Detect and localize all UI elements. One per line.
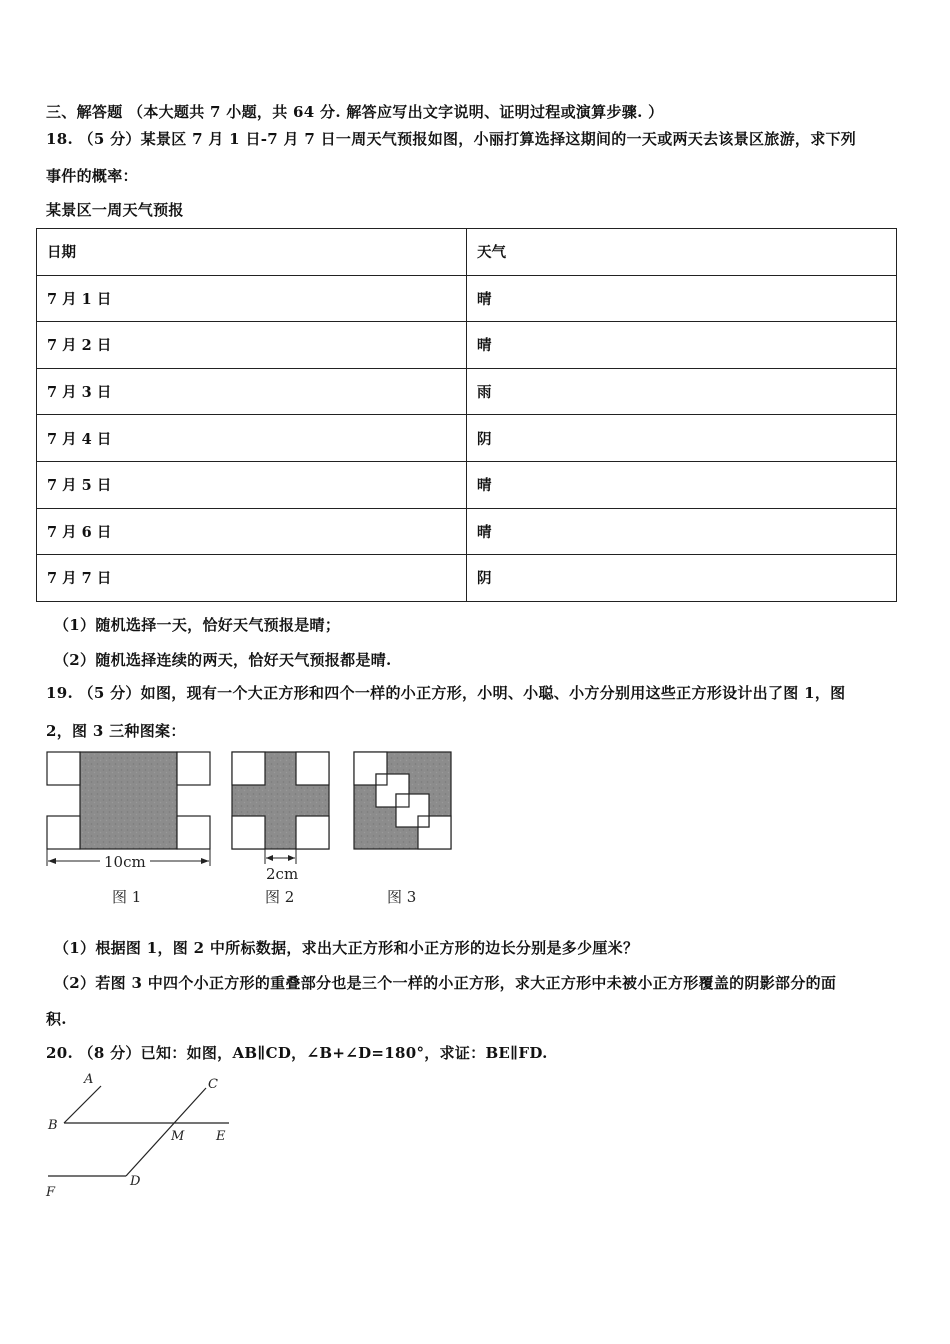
header-weather: 天气 xyxy=(467,229,897,276)
cell-weather: 晴 xyxy=(467,461,897,508)
cell-weather: 晴 xyxy=(467,508,897,555)
point-label-f: F xyxy=(46,1185,56,1200)
cell-weather: 晴 xyxy=(467,275,897,322)
q18-text-line1: 18. （5 分）某景区 7 月 1 日-7 月 7 日一周天气预报如图，小丽打算选择这期间的一天或两天去该景区旅游，求下列 xyxy=(46,130,857,148)
point-label-d: D xyxy=(130,1174,141,1189)
point-label-m: M xyxy=(171,1129,185,1144)
q18-part2: （2）随机选择连续的两天，恰好天气预报都是晴. xyxy=(54,651,392,669)
q19-part1: （1）根据图 1，图 2 中所标数据，求出大正方形和小正方形的边长分别是多少厘米？ xyxy=(54,939,639,957)
q19-part2-line1: （2）若图 3 中四个小正方形的重叠部分也是三个一样的小正方形，求大正方形中未被小正方形覆盖的阴影部分的面 xyxy=(54,974,837,992)
cell-weather: 雨 xyxy=(467,368,897,415)
cell-date: 7 月 3 日 xyxy=(37,368,467,415)
cell-weather: 阴 xyxy=(467,415,897,462)
point-label-c: C xyxy=(208,1077,218,1092)
point-label-e: E xyxy=(216,1129,226,1144)
figure-3 xyxy=(354,752,451,906)
cell-date: 7 月 6 日 xyxy=(37,508,467,555)
fig1-caption: 图 1 xyxy=(112,888,142,906)
section-header: 三、解答题 （本大题共 7 小题，共 64 分. 解答应写出文字说明、证明过程或演算步骤. ） xyxy=(46,103,664,121)
cell-date: 7 月 4 日 xyxy=(37,415,467,462)
cell-date: 7 月 7 日 xyxy=(37,555,467,602)
header-date: 日期 xyxy=(37,229,467,276)
q18-text-line2: 事件的概率： xyxy=(46,167,138,185)
q19-text-line2: 2，图 3 三种图案： xyxy=(46,722,186,740)
fig1-dimension: 10cm xyxy=(104,853,146,871)
point-label-a: A xyxy=(84,1072,94,1087)
cell-weather: 晴 xyxy=(467,322,897,369)
fig2-caption: 图 2 xyxy=(265,888,295,906)
fig2-dimension: 2cm xyxy=(266,865,299,883)
cell-date: 7 月 1 日 xyxy=(37,275,467,322)
cell-date: 7 月 5 日 xyxy=(37,461,467,508)
q20-text: 20. （8 分）已知：如图，AB∥CD，∠B+∠D=180°，求证：BE∥FD. xyxy=(46,1044,548,1062)
cell-date: 7 月 2 日 xyxy=(37,322,467,369)
figure-2 xyxy=(232,752,329,906)
q18-part1: （1）随机选择一天，恰好天气预报是晴； xyxy=(54,616,341,634)
figure-1 xyxy=(47,752,210,906)
point-label-b: B xyxy=(48,1118,58,1133)
figure-q20 xyxy=(45,1072,229,1200)
q19-text-line1: 19. （5 分）如图，现有一个大正方形和四个一样的小正方形，小明、小聪、小方分别用这些正方形设计出了图 1，图 xyxy=(46,684,846,702)
q19-part2-line2: 积. xyxy=(46,1010,67,1028)
cell-weather: 阴 xyxy=(467,555,897,602)
fig3-caption: 图 3 xyxy=(387,888,417,906)
q18-table-title: 某景区一周天气预报 xyxy=(46,201,184,219)
